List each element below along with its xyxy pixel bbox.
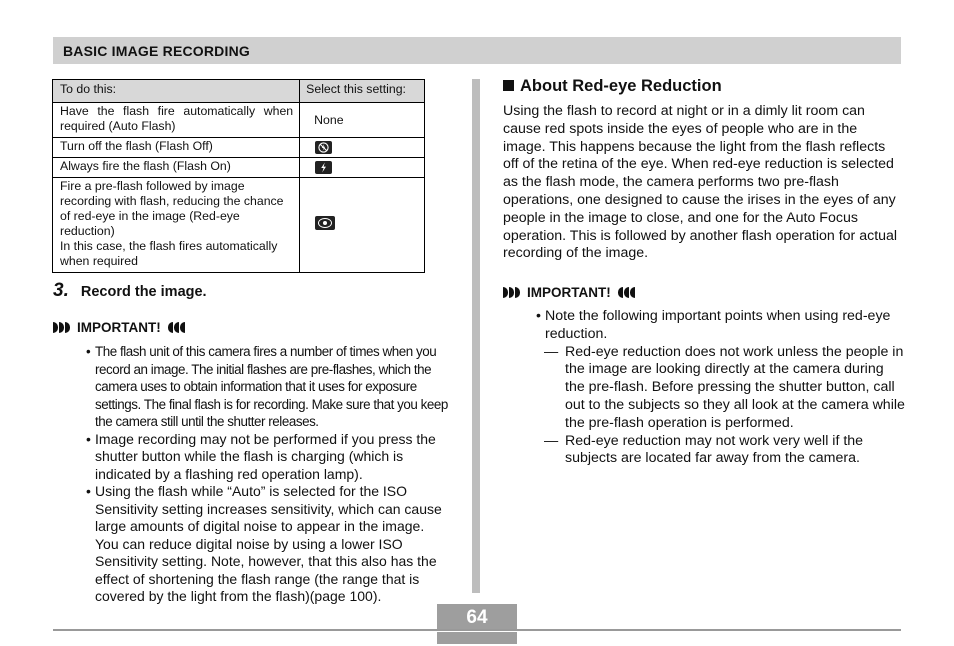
list-item-text: Image recording may not be performed if you press the shutter button while the flash is charging (which is indicated by a flashing red operation lamp). — [95, 430, 436, 482]
table-cell-action: Turn off the flash (Flash Off) — [53, 138, 300, 158]
heading-text: About Red-eye Reduction — [520, 77, 722, 95]
table-header-row — [53, 80, 425, 103]
square-bullet-icon — [503, 80, 514, 91]
table-cell-setting — [300, 178, 425, 273]
flash-settings-table — [52, 79, 425, 273]
footer-rule — [53, 629, 901, 631]
left-important-heading — [53, 320, 185, 335]
step-number: 3. — [53, 280, 69, 301]
page-number-tab — [437, 632, 517, 644]
list-item-text: The flash unit of this camera fires a number of times when you record an image. The initial flashes are pre-flashes, which the camera uses to obtain information that it uses for exposure settings. The final flash is for recording. Make sure that you keep the camera still until the shutter releases. — [95, 344, 448, 429]
page-number: 64 — [437, 604, 517, 630]
setting-none-label: None — [314, 112, 344, 127]
list-item: • The flash unit of this camera fires a number of times when you record an image. The initial flashes are pre-flashes, which the camera uses to obtain information that it uses for exposure settings. The final flash is for recording. Make sure that you keep the camera still until the shutter releases. — [86, 344, 448, 429]
sub-list-item-text: Red-eye reduction may not work very well if the subjects are located far away from the camera. — [565, 432, 864, 467]
flash-on-icon — [315, 161, 332, 174]
important-marks-right-icon — [503, 287, 520, 298]
table-row — [53, 178, 425, 273]
table-cell-setting — [300, 103, 425, 138]
table-cell-action: Have the flash fire automatically when required (Auto Flash) — [53, 103, 300, 138]
red-eye-heading — [503, 77, 722, 96]
important-marks-left-icon — [168, 322, 185, 333]
right-important-list — [536, 308, 905, 468]
table-cell-action: Always fire the flash (Flash On) — [53, 158, 300, 178]
section-title: BASIC IMAGE RECORDING — [63, 43, 250, 59]
column-header-action: To do this: — [53, 80, 300, 103]
sub-list-item-text: Red-eye reduction does not work unless the people in the image are looking directly at the camera during the pre-flash. Before pressing the shutter button, call out to the subjects so they all look at the camera while the pre-flash operation is performed. — [565, 343, 905, 431]
table-cell-setting — [300, 138, 425, 158]
table-row — [53, 103, 425, 138]
red-eye-description: Fire a pre-flash followed by image recording with flash, reducing the chance of red-eye in the image (Red-eye reduction) — [60, 179, 284, 238]
list-item: • Using the flash while “Auto” is selected for the ISO Sensitivity setting increases sensitivity, which can cause large amounts of digital noise to appear in the image. You can reduce digital noise by using a lower ISO Sensitivity setting. Note, however, that this also has the effect of shortening the flash range (the range that is covered by the light from the flash)(page 100). — [86, 483, 442, 604]
table-row — [53, 138, 425, 158]
right-important-heading — [503, 285, 635, 300]
sub-list-item: — Red-eye reduction does not work unless the people in the image are looking directly at the camera during the pre-flash. Before pressing the shutter button, call out to the subjects so they all look at the camera while the pre-flash operation is performed. — [544, 343, 905, 431]
list-item: • Image recording may not be performed if you press the shutter button while the flash is charging (which is indicated by a flashing red operation lamp). — [86, 430, 436, 482]
important-label: IMPORTANT! — [77, 320, 161, 335]
table-cell-action — [53, 178, 300, 273]
column-divider — [472, 79, 480, 593]
left-important-list — [86, 343, 451, 606]
list-item-text: Note the following important points when using red-eye reduction. — [545, 308, 891, 342]
step-text: Record the image. — [80, 284, 207, 300]
table-cell-setting — [300, 158, 425, 178]
important-marks-left-icon — [618, 287, 635, 298]
sub-list-item: — Red-eye reduction may not work very well if the subjects are located far away from the camera. — [544, 432, 864, 467]
red-eye-icon — [315, 216, 335, 230]
list-item-text: Using the flash while “Auto” is selected for the ISO Sensitivity setting increases sensitivity, which can cause large amounts of digital noise to appear in the image. You can reduce digital noise by using a lower ISO Sensitivity setting. Note, however, that this also has the effect of shortening the flash range (the range that is covered by the light from the flash)(page 100). — [95, 483, 442, 604]
section-header-bar — [53, 37, 901, 64]
red-eye-paragraph: Using the flash to record at night or in a dimly lit room can cause red spots inside the eyes of people who are in the image. This happens because the light from the flash reflects off of the retina of the eye. When red-eye reduction is selected as the flash mode, the camera performs two pre-flash operations, one designed to cause the irises in the eyes of any people in the image to close, and one for the Auto Focus operation. This is followed by another flash operation for actual recording of the image. — [503, 103, 898, 262]
step-3 — [53, 280, 207, 302]
important-marks-right-icon — [53, 322, 70, 333]
important-label: IMPORTANT! — [527, 285, 611, 300]
red-eye-note: In this case, the flash fires automatically when required — [60, 239, 278, 268]
table-row — [53, 158, 425, 178]
flash-off-icon — [315, 141, 332, 154]
list-item: • Note the following important points when using red-eye reduction. — [536, 308, 891, 342]
column-header-setting: Select this setting: — [300, 80, 425, 103]
